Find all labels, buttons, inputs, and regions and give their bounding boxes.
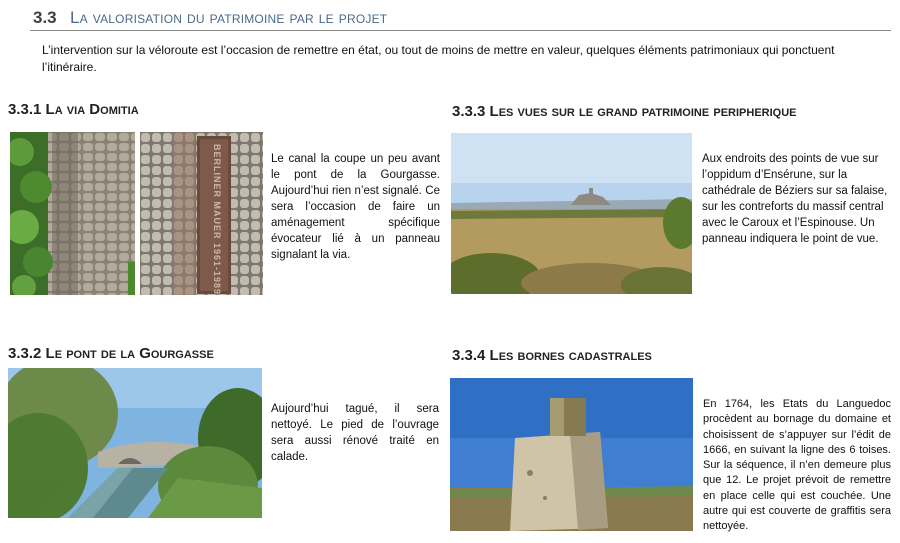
heading-via-domitia: 3.3.1 La via Domitia	[8, 101, 139, 118]
photo-berliner-mauer-plaque	[140, 132, 263, 295]
photo-via-domitia-pavement	[10, 132, 135, 295]
photo-vue-ensérune	[451, 133, 692, 294]
photo-pont-gourgasse	[8, 368, 262, 518]
section-header	[30, 6, 891, 31]
text-vues-patrimoine: Aux endroits des points de vue sur l’oppidum d’Ensérune, sur la cathédrale de Béziers sur sa falaise, sur les contreforts du massif central avec le Caroux et l’Espinouse. Un panneau indiquera le point de vue.	[702, 153, 888, 245]
photo-borne-cadastrale	[450, 378, 693, 531]
text-pont-gourgasse: Aujourd’hui tagué, il sera nettoyé. Le pied de l’ouvrage sera aussi rénové traité en calade.	[271, 403, 439, 463]
text-via-domitia: Le canal la coupe un peu avant le pont de la Gourgasse. Aujourd’hui rien n’est signalé. Ce sera l’occasion de faire un aménagement spécifique évocateur lié à un panneau signalant la via.	[271, 153, 440, 261]
section-title: La valorisation du patrimoine par le projet	[70, 8, 388, 27]
heading-vues-patrimoine: 3.3.3 Les vues sur le grand patrimoine peripherique	[452, 103, 797, 120]
intro-paragraph: L’intervention sur la véloroute est l’occasion de remettre en état, ou tout de moins de mettre en valeur, quelques éléments patrimoniaux qui ponctuent l’itinéraire.	[42, 43, 835, 74]
plaque-text: BERLINER MAUER 1961-1989	[212, 144, 222, 295]
section-number: 3.3	[33, 8, 57, 27]
heading-pont-gourgasse: 3.3.2 Le pont de la Gourgasse	[8, 345, 214, 362]
heading-bornes-cadastrales: 3.3.4 Les bornes cadastrales	[452, 347, 652, 364]
text-bornes-cadastrales: En 1764, les Etats du Languedoc procèdent au bornage du domaine et choisissent de s’appuyer sur l’édit de 1666, en suivant la ligne des 6 toises. Sur la séquence, il n’en demeure plus que 12. Le projet prévoit de remettre en place celle qui est couchée. Une autre qui est couverte de graffitis sera nettoyée.	[703, 398, 891, 533]
